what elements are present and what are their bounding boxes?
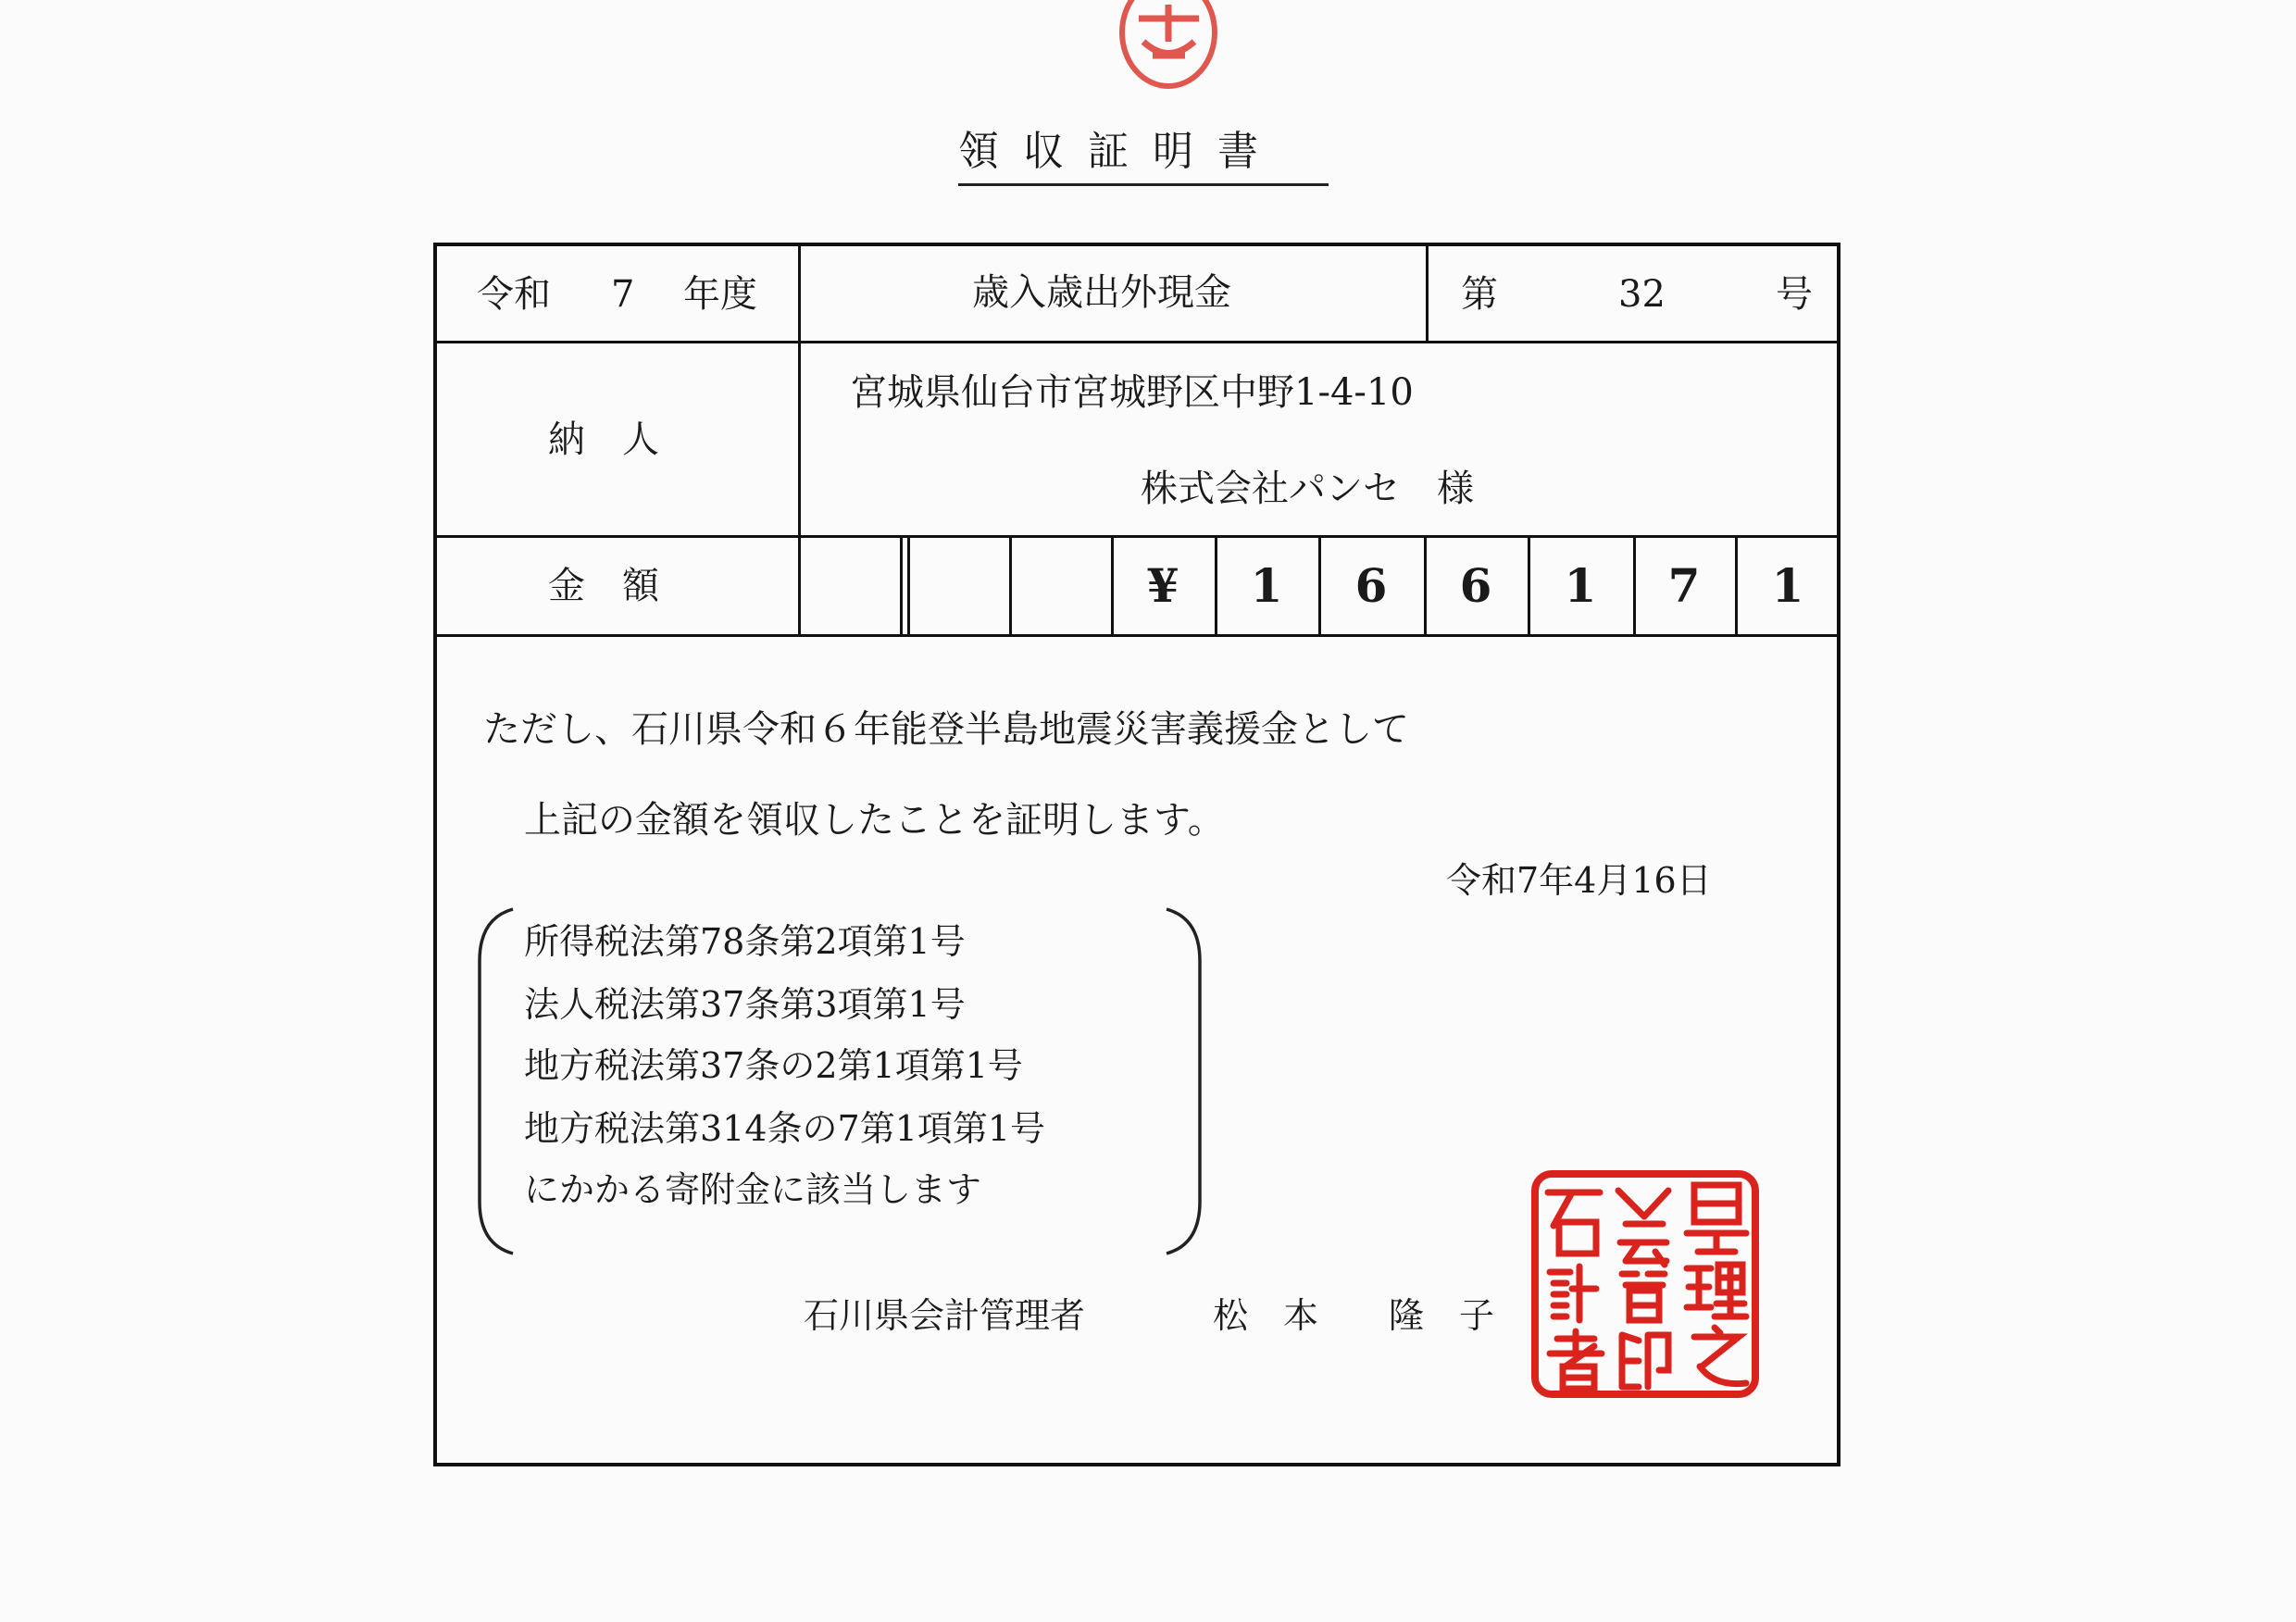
signatory-title: 石川県会計管理者 bbox=[804, 1295, 1086, 1336]
amount-digit: 1 bbox=[1250, 558, 1283, 613]
number-prefix: 第 bbox=[1461, 273, 1498, 316]
amount-digit: ¥ bbox=[1146, 558, 1179, 613]
amount-box-divider bbox=[1009, 535, 1012, 634]
official-seal-stamp bbox=[1529, 1168, 1761, 1400]
receipt-number: 32 bbox=[1618, 273, 1666, 316]
amount-box-divider bbox=[900, 535, 903, 634]
tax-law-line: 地方税法第37条の2第1項第1号 bbox=[524, 1045, 1023, 1086]
number-suffix: 号 bbox=[1776, 273, 1813, 316]
row-divider bbox=[433, 634, 1841, 637]
row-divider bbox=[433, 341, 1841, 343]
issue-date: 令和7年4月16日 bbox=[1446, 860, 1712, 901]
amount-digit: 7 bbox=[1667, 558, 1701, 613]
fiscal-year-prefix: 令和 bbox=[477, 273, 551, 316]
fiscal-year-value: 7 bbox=[611, 273, 635, 316]
tax-law-line: 所得税法第78条第2項第1号 bbox=[524, 921, 966, 962]
purpose-line: ただし、石川県令和６年能登半島地震災害義援金として bbox=[483, 708, 1409, 751]
certification-line: 上記の金額を領収したことを証明します。 bbox=[524, 799, 1225, 842]
top-seal-icon bbox=[1116, 0, 1222, 93]
col-divider bbox=[1426, 243, 1429, 341]
signatory-name: 松 本 隆 子 bbox=[1213, 1295, 1495, 1336]
amount-box-divider bbox=[907, 535, 910, 634]
amount-digit: 1 bbox=[1564, 558, 1597, 613]
amount-digit: 6 bbox=[1459, 558, 1492, 613]
amount-digit: 6 bbox=[1354, 558, 1388, 613]
payer-address: 宮城県仙台市宮城野区中野1-4-10 bbox=[850, 371, 1414, 414]
tax-law-line: 地方税法第314条の7第1項第1号 bbox=[524, 1108, 1046, 1149]
amount-digit: 1 bbox=[1771, 558, 1804, 613]
payer-name: 株式会社パンセ 様 bbox=[1141, 468, 1474, 510]
row-divider bbox=[433, 535, 1841, 538]
left-bracket bbox=[474, 905, 520, 1257]
account-type: 歳入歳出外現金 bbox=[972, 271, 1231, 314]
amount-label: 金 額 bbox=[548, 565, 659, 607]
tax-law-line: 法人税法第37条第3項第1号 bbox=[524, 984, 966, 1025]
fiscal-year-suffix: 年度 bbox=[683, 273, 757, 316]
right-bracket bbox=[1159, 905, 1205, 1257]
col-divider bbox=[798, 243, 801, 634]
page-title: 領収証明書 bbox=[958, 128, 1329, 186]
payer-label: 納 人 bbox=[548, 418, 659, 461]
tax-law-line: にかかる寄附金に該当します bbox=[524, 1169, 982, 1210]
